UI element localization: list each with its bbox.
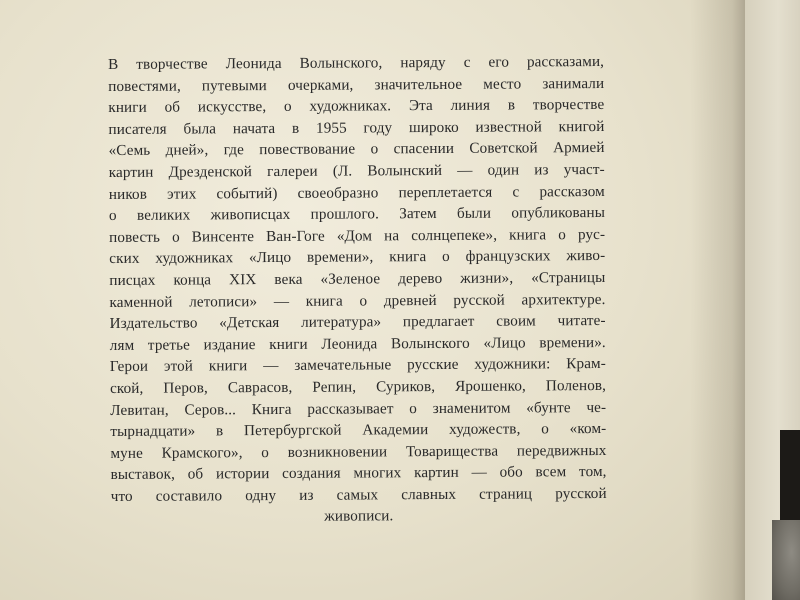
next-page-dark-block — [780, 430, 800, 530]
text-line: ских художниках «Лицо времени», книга о французских живо- — [109, 247, 606, 268]
text-line: книги об искусстве, о художниках. Эта линия в творчестве — [108, 96, 605, 117]
text-line: писцах конца XIX века «Зеленое дерево жизни», «Страницы — [109, 268, 606, 289]
annotation-paragraph — [108, 51, 607, 529]
text-line-last: живописи. — [324, 507, 394, 526]
text-line: Издательство «Детская литература» предлагает своим читате- — [109, 312, 606, 333]
text-line: повестями, путевыми очерками, значительное место занимали — [108, 74, 605, 95]
text-line: выставок, об истории создания многих картин — обо всем том, — [110, 463, 607, 484]
text-line: В творчестве Леонида Волынского, наряду с его рассказами, — [108, 52, 605, 73]
text-line: Герои этой книги — замечательные русские художники: Крам- — [109, 355, 606, 376]
text-line: тырнадцати» в Петербургской Академии художеств, о «ком- — [110, 420, 607, 441]
text-line: что составило одну из самых славных страниц русской — [110, 484, 607, 505]
text-line: о великих живописцах прошлого. Затем были опубликованы — [108, 204, 606, 225]
text-line: повесть о Винсенте Ван-Гоге «Дом на солнцепеке», книга о рус- — [109, 225, 606, 246]
text-line: каменной летописи» — книга о древней русской архитектуре. — [109, 290, 606, 311]
text-line: ников этих событий) своеобразно переплетается с рассказом — [108, 182, 605, 203]
page-curl-shadow — [690, 0, 750, 600]
text-line: ской, Перов, Саврасов, Репин, Суриков, Ярошенко, Поленов, — [109, 376, 607, 397]
text-line: картин Дрезденской галереи (Л. Волынский — один из участ- — [108, 160, 605, 181]
text-line: муне Крамского», о возникновении Товарищества передвижных — [110, 441, 607, 462]
text-line: писателя была начата в 1955 году широко известной книгой — [108, 117, 605, 138]
next-page-grey-shape — [772, 520, 800, 600]
text-line: лям третье издание книги Леонида Волынского «Лицо времени». — [109, 333, 606, 354]
text-line: «Семь дней», где повествование о спасении Советской Армией — [108, 139, 605, 160]
text-line: Левитан, Серов... Книга рассказывает о знаменитом «бунте че- — [110, 398, 607, 419]
